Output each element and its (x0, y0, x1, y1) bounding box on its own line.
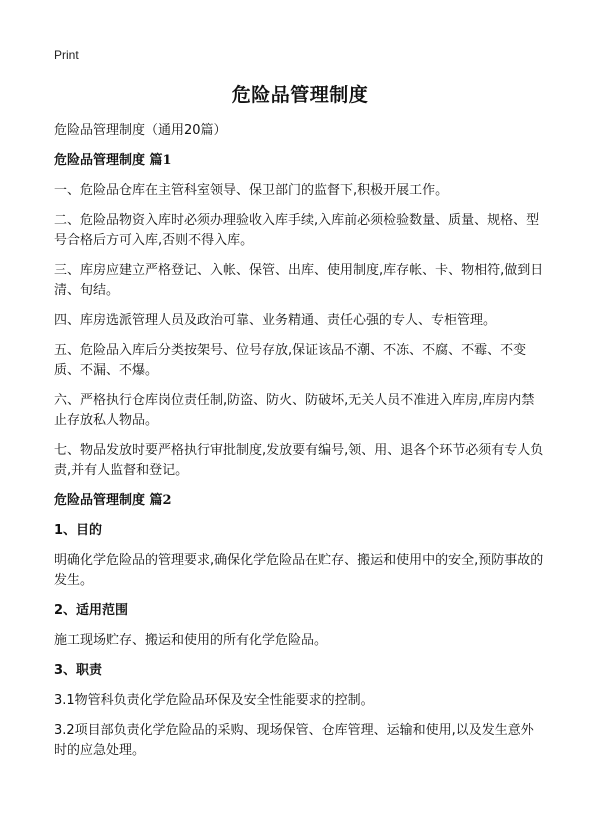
duty-item: 3.1物管科负责化学危险品环保及安全性能要求的控制。 (54, 693, 374, 708)
print-link[interactable]: Print (54, 48, 79, 62)
section-heading-2: 危险品管理制度 篇2 (54, 493, 172, 508)
duty-item: 3.2项目部负责化学危险品的采购、现场保管、仓库管理、运输和使用,以及发生意外时的应急处理。 (54, 723, 534, 758)
purpose-heading: 1、目的 (54, 523, 103, 538)
paragraph: 七、物品发放时要严格执行审批制度,发放要有编号,领、用、退各个环节必须有专人负责,并有人监督和登记。 (54, 443, 544, 478)
scope-paragraph: 施工现场贮存、搬运和使用的所有化学危险品。 (54, 633, 328, 648)
scope-heading: 2、适用范围 (54, 603, 129, 618)
document-body (54, 121, 546, 771)
document-subtitle: 危险品管理制度（通用20篇） (54, 123, 227, 138)
paragraph: 二、危险品物资入库时必须办理验收入库手续,入库前必须检验数量、质量、规格、型号合格后方可入库,否则不得入库。 (54, 213, 540, 248)
page-title: 危险品管理制度 (231, 84, 369, 106)
paragraph: 六、严格执行仓库岗位责任制,防盗、防火、防破坏,无关人员不准进入库房,库房内禁止存放私人物品。 (54, 393, 535, 428)
paragraph: 三、库房应建立严格登记、入帐、保管、出库、使用制度,库存帐、卡、物相符,做到日清、旬结。 (54, 263, 544, 298)
paragraph: 四、库房选派管理人员及政治可靠、业务精通、责任心强的专人、专柜管理。 (54, 313, 497, 328)
paragraph: 一、危险品仓库在主管科室领导、保卫部门的监督下,积极开展工作。 (54, 183, 449, 198)
duty-heading: 3、职责 (54, 663, 103, 678)
purpose-paragraph: 明确化学危险品的管理要求,确保化学危险品在贮存、搬运和使用中的安全,预防事故的发生。 (54, 553, 544, 588)
paragraph: 五、危险品入库后分类按架号、位号存放,保证该品不潮、不冻、不腐、不霉、不变质、不漏、不爆。 (54, 343, 527, 378)
section-heading-1: 危险品管理制度 篇1 (54, 153, 172, 168)
